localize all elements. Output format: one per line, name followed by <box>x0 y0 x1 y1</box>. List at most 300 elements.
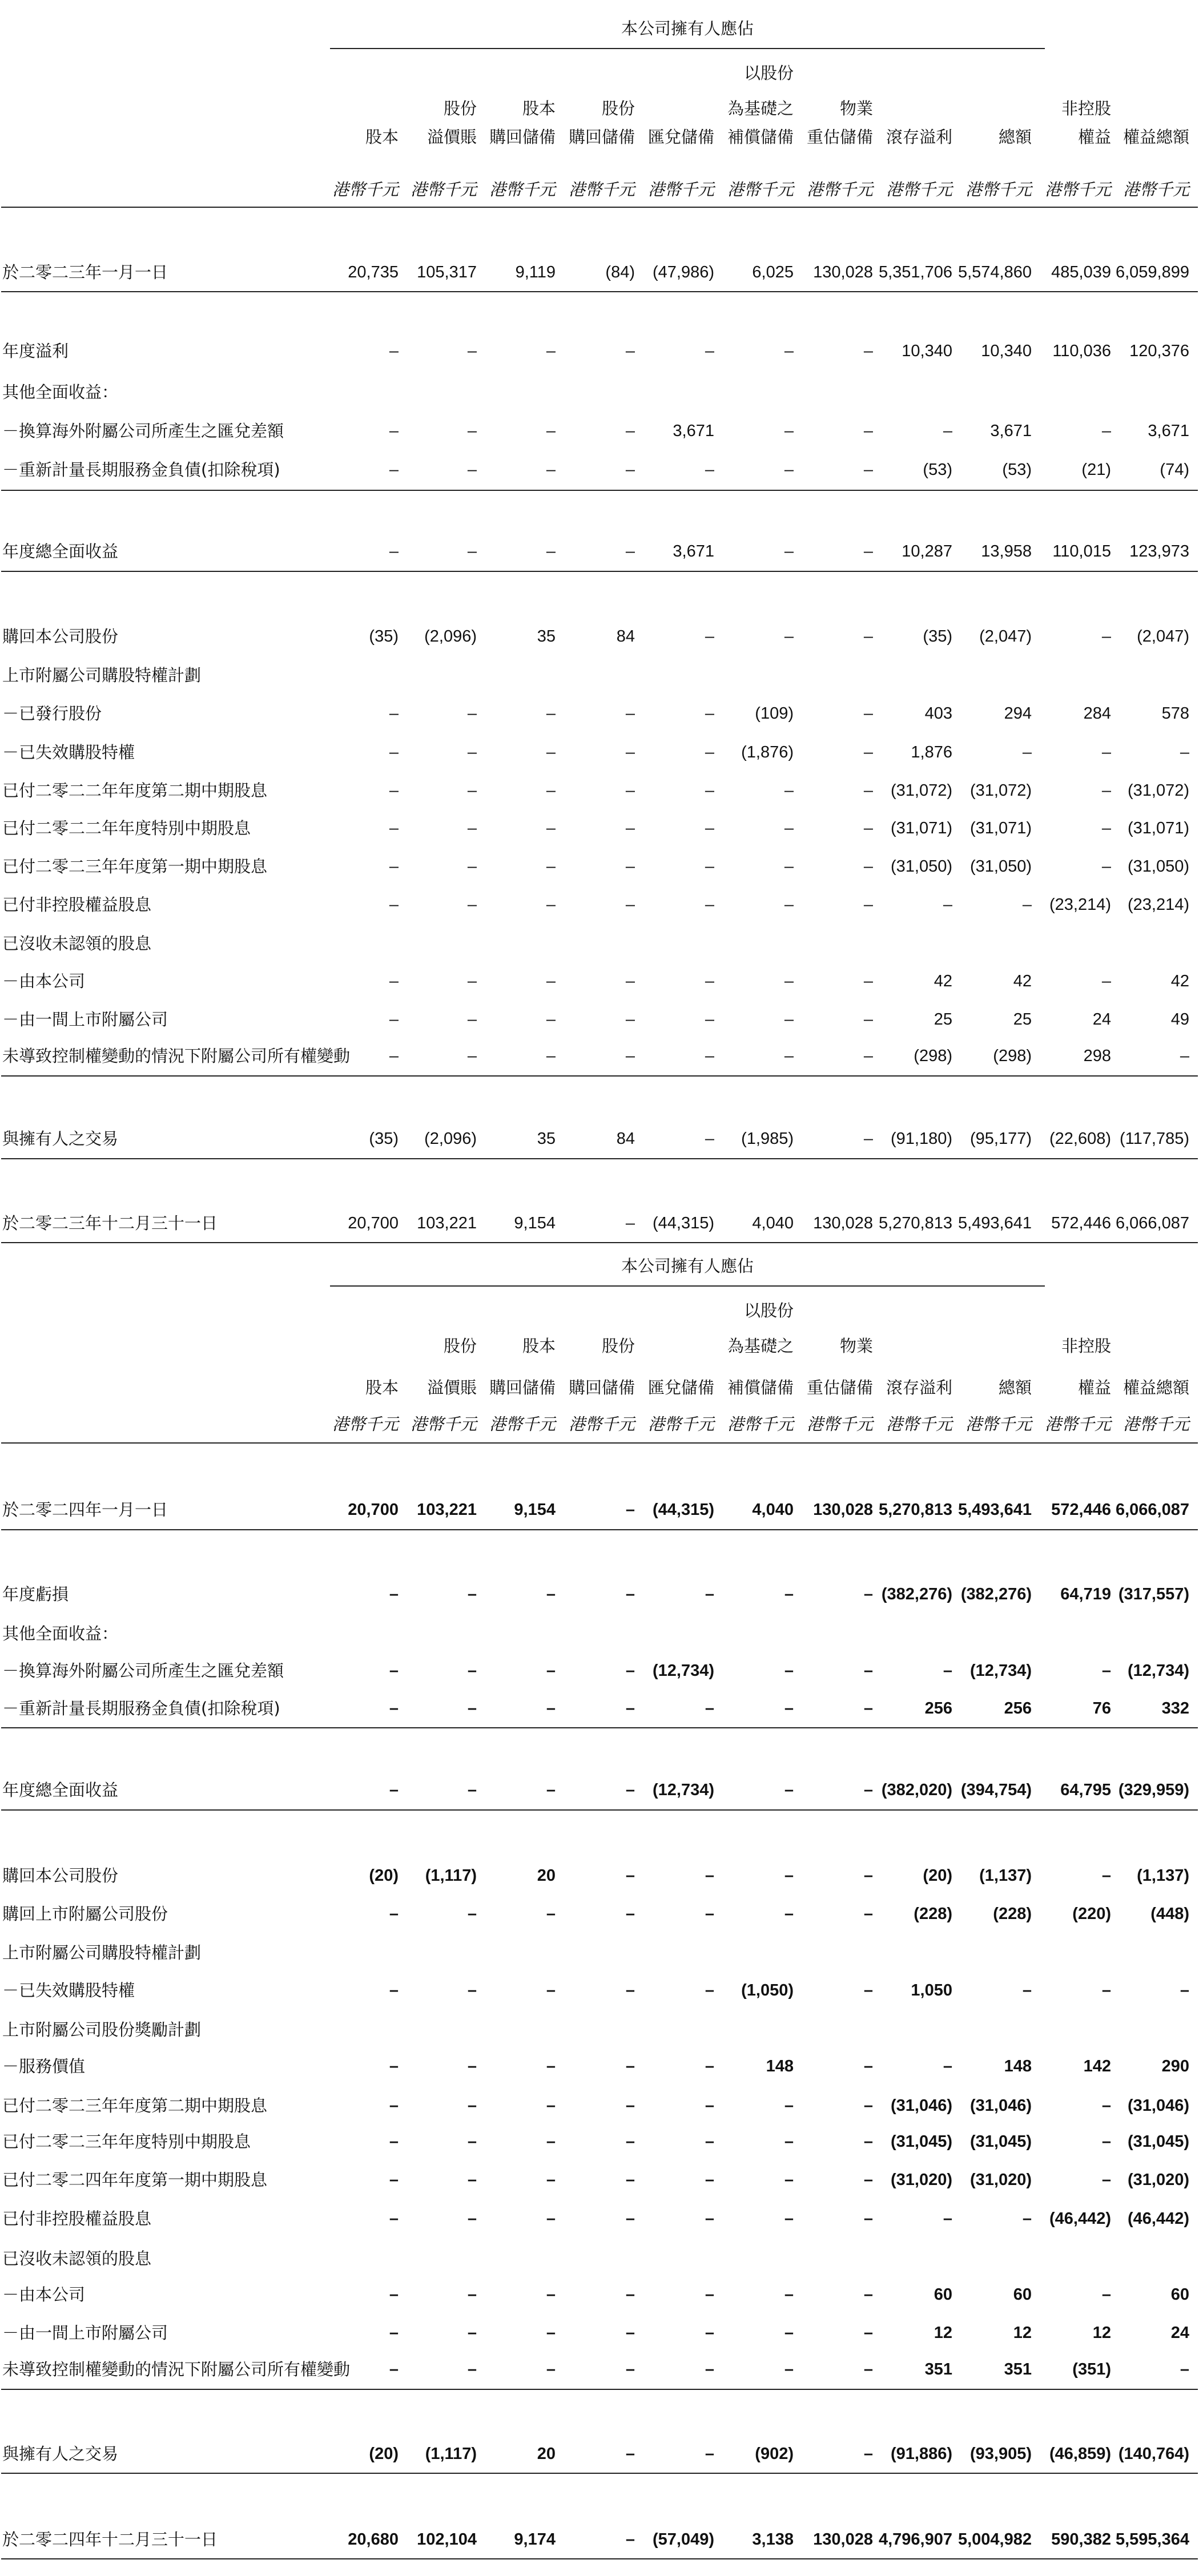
table-cell: 10,340 <box>981 342 1032 360</box>
table-cell: (2,096) <box>424 1130 477 1148</box>
table-cell: (53) <box>1002 461 1032 479</box>
column-header-line: 滾存溢利 <box>886 1378 952 1397</box>
table-cell: – <box>467 461 477 479</box>
table-cell: 102,104 <box>417 2530 477 2549</box>
table-cell: – <box>705 627 714 646</box>
table-cell: – <box>467 1905 477 1923</box>
table-cell: – <box>389 2097 399 2115</box>
table-cell: (1,137) <box>979 1867 1032 1885</box>
table-cell: 3,138 <box>752 2530 794 2549</box>
table-cell: 130,028 <box>813 1214 873 1232</box>
table-cell: – <box>784 2324 794 2342</box>
column-unit-label: 港幣千元 <box>1122 180 1189 199</box>
table-cell: 403 <box>924 704 952 723</box>
table-cell: 10,287 <box>902 542 952 561</box>
table-cell: (47,986) <box>652 263 714 281</box>
table-cell: – <box>1101 972 1111 990</box>
column-unit-label: 港幣千元 <box>1044 1414 1111 1434</box>
table-cell: – <box>863 896 873 914</box>
table-cell: – <box>784 461 794 479</box>
table-cell: – <box>863 857 873 876</box>
table-cell: – <box>943 2057 952 2075</box>
table-cell: 9,154 <box>514 1501 556 1519</box>
table-cell: – <box>546 461 556 479</box>
group-header-label: 本公司擁有人應佔 <box>621 19 754 38</box>
row-label: 購回本公司股份 <box>2 627 119 646</box>
table-cell: – <box>467 1981 477 1999</box>
row-label: 已付二零二二年年度特別中期股息 <box>2 819 251 838</box>
column-unit-label: 港幣千元 <box>410 180 477 199</box>
table-cell: – <box>625 1214 635 1232</box>
row-label: 其他全面收益： <box>2 382 119 402</box>
table-cell: – <box>863 461 873 479</box>
table-cell: (35) <box>923 627 952 646</box>
table-cell: (902) <box>755 2445 794 2463</box>
table-cell: (12,734) <box>969 1662 1032 1680</box>
table-cell: – <box>943 896 952 914</box>
table-cell: – <box>546 1585 556 1603</box>
table-cell: 5,004,982 <box>957 2530 1032 2549</box>
table-cell: – <box>784 1699 794 1718</box>
table-cell: 9,174 <box>514 2530 556 2549</box>
table-cell: – <box>863 2285 873 2304</box>
table-cell: (31,046) <box>1127 2097 1189 2115</box>
table-cell: – <box>467 1781 477 1799</box>
table-cell: 60 <box>1170 2285 1189 2304</box>
table-cell: (220) <box>1072 1905 1111 1923</box>
table-cell: (228) <box>914 1905 952 1923</box>
table-cell: – <box>784 819 794 837</box>
table-cell: – <box>784 422 794 440</box>
table-cell: – <box>546 2171 556 2189</box>
table-cell: 256 <box>1004 1699 1032 1718</box>
table-cell: – <box>705 2445 714 2463</box>
table-cell: – <box>546 896 556 914</box>
column-unit-label: 港幣千元 <box>568 180 635 199</box>
table-cell: – <box>625 896 635 914</box>
table-cell: 103,221 <box>417 1214 477 1232</box>
column-unit-label: 港幣千元 <box>965 180 1032 199</box>
table-cell: 103,221 <box>417 1501 477 1519</box>
table-cell: 6,066,087 <box>1115 1214 1189 1232</box>
table-cell: – <box>625 2097 635 2115</box>
column-header-line: 購回儲備 <box>568 1378 635 1397</box>
table-cell: 290 <box>1161 2057 1189 2075</box>
table-cell: (46,442) <box>1127 2210 1189 2228</box>
row-label: －已發行股份 <box>2 704 102 723</box>
table-cell: 6,066,087 <box>1115 1501 1189 1519</box>
table-cell: – <box>784 542 794 561</box>
table-cell: (1,876) <box>741 743 794 761</box>
column-unit-label: 港幣千元 <box>1044 180 1111 199</box>
table-cell: 20 <box>537 1867 556 1885</box>
row-label: 已付二零二三年年度第二期中期股息 <box>2 2096 268 2115</box>
table-cell: – <box>1101 1867 1111 1885</box>
row-label: －已失效購股特權 <box>2 1981 135 2000</box>
column-header-line: 權益總額 <box>1122 127 1189 147</box>
table-cell: – <box>625 2360 635 2379</box>
table-cell: – <box>705 2285 714 2304</box>
table-cell: (74) <box>1160 461 1189 479</box>
table-cell: – <box>1101 743 1111 761</box>
table-cell: 42 <box>1013 972 1032 990</box>
table-cell: 332 <box>1161 1699 1189 1718</box>
table-cell: (91,886) <box>890 2445 952 2463</box>
table-cell: – <box>625 743 635 761</box>
row-label: 未導致控制權變動的情況下附屬公司所有權變動 <box>2 1046 351 1066</box>
row-label: 已沒收未認領的股息 <box>2 934 152 953</box>
table-cell: – <box>705 1010 714 1029</box>
table-cell: (21) <box>1081 461 1111 479</box>
table-cell: – <box>625 2057 635 2075</box>
table-cell: – <box>705 972 714 990</box>
table-cell: 351 <box>1004 2360 1032 2379</box>
row-label: 與擁有人之交易 <box>2 2444 119 2464</box>
column-unit-label: 港幣千元 <box>410 1414 477 1434</box>
table-cell: – <box>863 819 873 837</box>
column-header-line: 為基礎之 <box>727 99 794 118</box>
table-cell: (31,020) <box>890 2171 952 2189</box>
table-cell: – <box>705 704 714 723</box>
column-header-line: 總額 <box>998 1378 1032 1397</box>
column-unit-label: 港幣千元 <box>806 180 873 199</box>
column-header-line: 以股份 <box>743 63 794 83</box>
table-cell: 148 <box>766 2057 794 2075</box>
table-cell: – <box>546 1699 556 1718</box>
table-cell: – <box>784 342 794 360</box>
row-label: 年度虧損 <box>2 1585 69 1604</box>
column-header-line: 補償儲備 <box>727 127 794 147</box>
table-cell: – <box>625 1867 635 1885</box>
column-unit-label: 港幣千元 <box>965 1414 1032 1434</box>
table-cell: 4,040 <box>752 1214 794 1232</box>
table-cell: – <box>863 542 873 561</box>
table-cell: (298) <box>993 1047 1032 1065</box>
table-cell: (1,985) <box>741 1130 794 1148</box>
table-cell: – <box>863 2097 873 2115</box>
table-cell: (95,177) <box>969 1130 1032 1148</box>
table-cell: 284 <box>1083 704 1111 723</box>
column-header-line: 溢價賬 <box>427 1378 477 1397</box>
table-cell: (44,315) <box>652 1501 714 1519</box>
table-cell: – <box>546 743 556 761</box>
table-cell: 10,340 <box>902 342 952 360</box>
row-label: 購回本公司股份 <box>2 1866 119 1885</box>
table-cell: 25 <box>934 1010 952 1029</box>
table-cell: – <box>467 743 477 761</box>
table-cell: (31,050) <box>1127 857 1189 876</box>
row-label: －服務價值 <box>2 2057 86 2076</box>
table-cell: – <box>625 857 635 876</box>
table-cell: (20) <box>923 1867 952 1885</box>
table-cell: – <box>784 1010 794 1029</box>
table-cell: – <box>467 819 477 837</box>
row-label: －由一間上市附屬公司 <box>2 2323 168 2343</box>
group-header-rule <box>330 48 1045 49</box>
table-cell: – <box>1101 2171 1111 2189</box>
table-cell: – <box>784 2132 794 2151</box>
table-cell: 12 <box>934 2324 952 2342</box>
table-cell: – <box>1101 1662 1111 1680</box>
table-cell: – <box>705 857 714 876</box>
table-cell: – <box>863 1867 873 1885</box>
table-cell: (298) <box>914 1047 952 1065</box>
table-cell: (2,096) <box>424 627 477 646</box>
table-cell: 130,028 <box>813 1501 873 1519</box>
subtotal-rule <box>1 291 1198 292</box>
table-cell: – <box>389 2057 399 2075</box>
table-cell: – <box>1180 2360 1189 2379</box>
column-header-line: 匯兌儲備 <box>647 1378 714 1397</box>
table-cell: (140,764) <box>1118 2445 1189 2463</box>
subtotal-rule <box>1 1809 1198 1811</box>
table-cell: 76 <box>1092 1699 1111 1718</box>
row-label: －換算海外附屬公司所產生之匯兌差額 <box>2 421 284 441</box>
table-cell: (382,020) <box>881 1781 952 1799</box>
column-header-line: 滾存溢利 <box>886 127 952 147</box>
table-cell: – <box>389 2171 399 2189</box>
table-cell: (12,734) <box>652 1662 714 1680</box>
table-cell: – <box>1101 2285 1111 2304</box>
table-cell: 12 <box>1013 2324 1032 2342</box>
table-cell: – <box>546 2132 556 2151</box>
table-cell: – <box>863 1010 873 1029</box>
column-header-line: 股本 <box>522 99 556 118</box>
column-unit-label: 港幣千元 <box>647 1414 714 1434</box>
table-cell: – <box>467 2285 477 2304</box>
row-label: 其他全面收益： <box>2 1624 119 1643</box>
table-cell: – <box>467 857 477 876</box>
row-label: 已付二零二三年年度特別中期股息 <box>2 2132 251 2151</box>
table-cell: 13,958 <box>981 542 1032 561</box>
table-cell: – <box>863 342 873 360</box>
table-cell: – <box>705 2132 714 2151</box>
table-cell: – <box>625 1047 635 1065</box>
row-label: －由本公司 <box>2 971 86 991</box>
table-cell: – <box>467 2360 477 2379</box>
column-header-line: 購回儲備 <box>568 127 635 147</box>
table-cell: – <box>467 2171 477 2189</box>
table-cell: – <box>389 1010 399 1029</box>
column-unit-label: 港幣千元 <box>727 1414 794 1434</box>
table-cell: 49 <box>1170 1010 1189 1029</box>
table-cell: (1,137) <box>1137 1867 1189 1885</box>
table-cell: (31,045) <box>890 2132 952 2151</box>
table-cell: – <box>546 1662 556 1680</box>
subtotal-rule <box>1 2389 1198 2390</box>
table-cell: – <box>863 2360 873 2379</box>
table-cell: – <box>625 2324 635 2342</box>
column-unit-label: 港幣千元 <box>886 180 952 199</box>
table-cell: – <box>389 2210 399 2228</box>
table-cell: – <box>389 1047 399 1065</box>
table-cell: 84 <box>616 627 635 646</box>
table-cell: – <box>625 342 635 360</box>
table-cell: – <box>705 2171 714 2189</box>
table-cell: – <box>1180 1047 1189 1065</box>
table-cell: – <box>625 2530 635 2549</box>
table-cell: – <box>1101 857 1111 876</box>
column-header-line: 溢價賬 <box>427 127 477 147</box>
table-cell: – <box>1180 1981 1189 1999</box>
table-cell: – <box>625 1010 635 1029</box>
table-cell: – <box>389 857 399 876</box>
table-cell: 60 <box>1013 2285 1032 2304</box>
row-label: 已付非控股權益股息 <box>2 2209 152 2228</box>
table-cell: (20) <box>369 2445 399 2463</box>
table-cell: (93,905) <box>969 2445 1032 2463</box>
subtotal-rule <box>1 571 1198 572</box>
table-cell: (2,047) <box>979 627 1032 646</box>
table-cell: – <box>389 342 399 360</box>
table-cell: – <box>467 542 477 561</box>
table-cell: – <box>625 819 635 837</box>
row-label: 於二零二三年十二月三十一日 <box>2 1214 218 1233</box>
table-cell: (382,276) <box>960 1585 1032 1603</box>
table-cell: – <box>625 1781 635 1799</box>
table-cell: – <box>1022 2210 1032 2228</box>
table-cell: – <box>546 1905 556 1923</box>
table-cell: 4,040 <box>752 1501 794 1519</box>
table-cell: (31,071) <box>969 819 1032 837</box>
table-cell: – <box>389 1585 399 1603</box>
table-cell: 578 <box>1161 704 1189 723</box>
table-cell: – <box>625 461 635 479</box>
table-cell: 20,735 <box>348 263 399 281</box>
table-cell: – <box>863 2324 873 2342</box>
row-label: 上市附屬公司購股特權計劃 <box>2 666 202 685</box>
table-cell: 3,671 <box>990 422 1032 440</box>
table-cell: (329,959) <box>1118 1781 1189 1799</box>
subtotal-rule <box>1 1727 1198 1728</box>
row-label: 上市附屬公司股份獎勵計劃 <box>2 2020 202 2039</box>
table-cell: (57,049) <box>652 2530 714 2549</box>
table-cell: – <box>467 704 477 723</box>
table-cell: – <box>625 2132 635 2151</box>
table-cell: – <box>467 1699 477 1718</box>
table-cell: – <box>863 1047 873 1065</box>
table-cell: – <box>625 1981 635 1999</box>
table-cell: 42 <box>1170 972 1189 990</box>
table-cell: 84 <box>616 1130 635 1148</box>
table-cell: – <box>784 627 794 646</box>
table-cell: (31,072) <box>890 781 952 800</box>
table-cell: – <box>389 1662 399 1680</box>
table-cell: – <box>389 542 399 561</box>
table-cell: – <box>467 781 477 800</box>
table-cell: – <box>784 1781 794 1799</box>
table-cell: – <box>705 1981 714 1999</box>
table-cell: – <box>943 422 952 440</box>
table-cell: – <box>784 896 794 914</box>
table-cell: – <box>863 1781 873 1799</box>
table-cell: – <box>705 342 714 360</box>
table-cell: 35 <box>537 1130 556 1148</box>
table-cell: – <box>625 972 635 990</box>
table-cell: – <box>625 2285 635 2304</box>
table-cell: – <box>389 2360 399 2379</box>
table-cell: – <box>389 896 399 914</box>
table-cell: – <box>784 1047 794 1065</box>
table-cell: – <box>546 2057 556 2075</box>
table-cell: – <box>389 461 399 479</box>
table-cell: – <box>784 2285 794 2304</box>
table-cell: – <box>467 896 477 914</box>
table-cell: (31,071) <box>890 819 952 837</box>
table-cell: – <box>863 972 873 990</box>
table-cell: – <box>625 422 635 440</box>
row-label: －換算海外附屬公司所產生之匯兌差額 <box>2 1661 284 1680</box>
table-cell: 60 <box>934 2285 952 2304</box>
table-cell: 20 <box>537 2445 556 2463</box>
table-cell: 64,795 <box>1060 1781 1111 1799</box>
table-cell: (31,050) <box>969 857 1032 876</box>
table-cell: – <box>705 819 714 837</box>
column-header-line: 物業 <box>839 1336 873 1356</box>
row-label: －重新計量長期服務金負債(扣除稅項) <box>2 460 280 479</box>
table-cell: (1,050) <box>741 1981 794 1999</box>
table-cell: – <box>863 1585 873 1603</box>
table-cell: (12,734) <box>1127 1662 1189 1680</box>
table-cell: 148 <box>1004 2057 1032 2075</box>
row-label: 上市附屬公司購股特權計劃 <box>2 1943 202 1962</box>
table-cell: (22,608) <box>1049 1130 1111 1148</box>
table-cell: (31,071) <box>1127 819 1189 837</box>
table-cell: (23,214) <box>1049 896 1111 914</box>
table-cell: – <box>546 2097 556 2115</box>
table-cell: (20) <box>369 1867 399 1885</box>
table-cell: – <box>546 422 556 440</box>
table-cell: – <box>546 857 556 876</box>
table-cell: (31,045) <box>969 2132 1032 2151</box>
column-unit-label: 港幣千元 <box>647 180 714 199</box>
column-header-line: 股份 <box>601 1336 635 1356</box>
table-cell: 5,351,706 <box>878 263 952 281</box>
table-cell: (394,754) <box>960 1781 1032 1799</box>
table-cell: – <box>625 1501 635 1519</box>
table-cell: – <box>389 704 399 723</box>
table-cell: 20,680 <box>348 2530 399 2549</box>
table-cell: – <box>625 1585 635 1603</box>
table-cell: – <box>705 2360 714 2379</box>
table-cell: – <box>389 2324 399 2342</box>
table-cell: – <box>546 704 556 723</box>
column-header-line: 股本 <box>365 1378 399 1397</box>
table-cell: – <box>705 743 714 761</box>
subtotal-rule <box>1 490 1198 491</box>
table-cell: – <box>863 2171 873 2189</box>
table-cell: – <box>389 2132 399 2151</box>
table-cell: – <box>625 1699 635 1718</box>
row-label: 年度溢利 <box>2 341 69 361</box>
table-cell: – <box>546 2360 556 2379</box>
table-cell: – <box>863 422 873 440</box>
table-cell: – <box>546 1781 556 1799</box>
table-cell: – <box>467 2210 477 2228</box>
table-cell: 9,154 <box>514 1214 556 1232</box>
table-cell: – <box>863 1662 873 1680</box>
row-label: 於二零二三年一月一日 <box>2 263 168 282</box>
table-cell: – <box>784 1905 794 1923</box>
column-header-line: 以股份 <box>743 1301 794 1320</box>
table-cell: – <box>705 1130 714 1148</box>
table-cell: – <box>389 1981 399 1999</box>
table-cell: (31,020) <box>969 2171 1032 2189</box>
table-cell: – <box>546 542 556 561</box>
table-cell: 3,671 <box>673 422 714 440</box>
table-cell: – <box>467 422 477 440</box>
column-header-line: 重估儲備 <box>806 127 873 147</box>
